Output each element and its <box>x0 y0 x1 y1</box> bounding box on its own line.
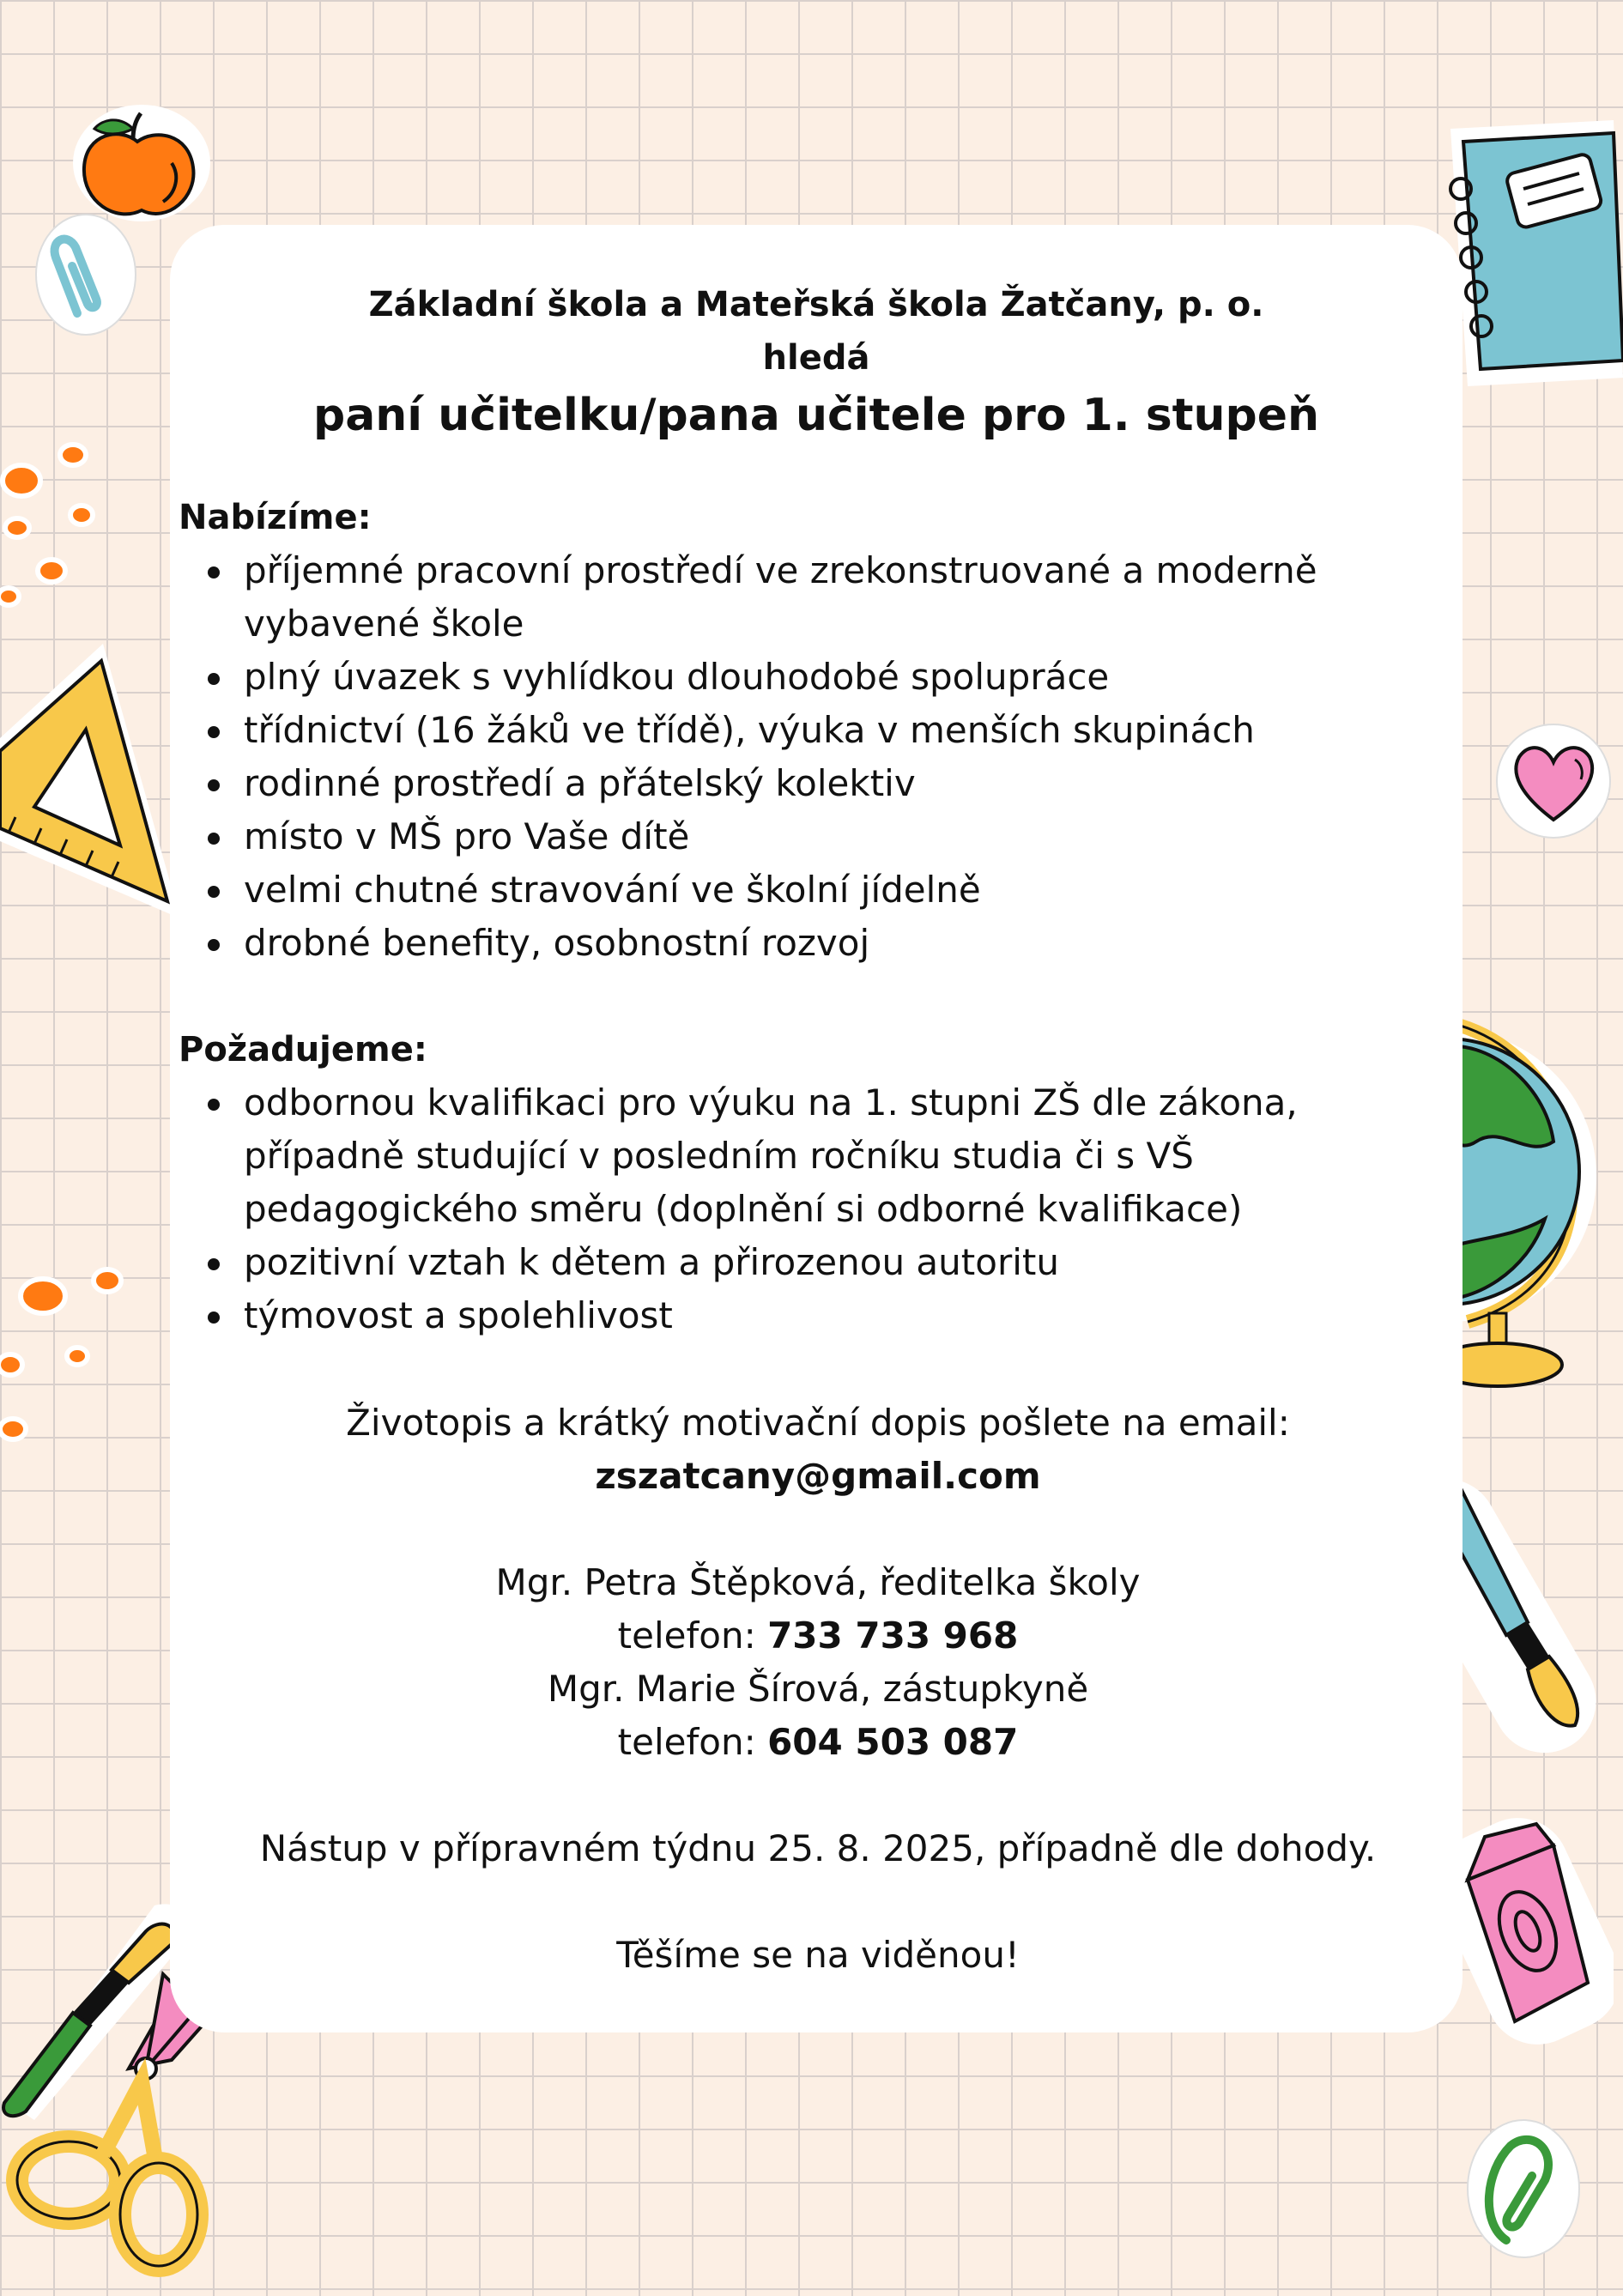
job-offer-card <box>170 225 1463 2032</box>
offer-section <box>179 491 1457 970</box>
list-item: týmovost a spolehlivost <box>244 1289 1457 1342</box>
list-item: plný úvazek s vyhlídkou dlouhodobé spolupráce <box>244 651 1457 704</box>
list-item: drobné benefity, osobnostní rozvoj <box>244 917 1457 970</box>
dots-icon <box>0 429 103 627</box>
list-item: příjemné pracovní prostředí ve zrekonstruované a moderně vybavené škole <box>244 544 1394 651</box>
phone-label: telefon: <box>617 1614 768 1657</box>
school-name: Základní škola a Mateřská škola Žatčany, p. o. <box>368 285 1264 324</box>
contact-email[interactable]: zszatcany@gmail.com <box>595 1455 1041 1497</box>
closing-text: Těšíme se na viděnou! <box>616 1934 1020 1976</box>
list-item: odbornou kvalifikaci pro výuku na 1. stupni ZŠ dle zákona, případně studující v posledním ročníku studia či s VŠ pedagogického směru (doplnění si odborné kvalifikace) <box>244 1076 1377 1236</box>
list-item: pozitivní vztah k dětem a přirozenou autoritu <box>244 1236 1457 1289</box>
offer-list <box>179 544 1457 970</box>
person-2: Mgr. Marie Šírová, zástupkyně <box>547 1668 1089 1710</box>
paperclip-icon <box>26 206 146 343</box>
require-section <box>179 1023 1457 1342</box>
contact-intro: Životopis a krátký motivační dopis pošlete na email: <box>346 1402 1290 1444</box>
list-item: místo v MŠ pro Vaše dítě <box>244 810 1457 863</box>
heart-icon <box>1493 721 1614 841</box>
triangle-ruler-icon <box>0 635 189 944</box>
position-title: paní učitelku/pana učitele pro 1. stupeň <box>312 390 1320 441</box>
list-item: rodinné prostředí a přátelský kolektiv <box>244 757 1457 810</box>
require-title: Požadujeme: <box>179 1030 427 1069</box>
phone-label: telefon: <box>617 1721 768 1763</box>
phone-line-2 <box>179 1716 1457 1769</box>
person-1: Mgr. Petra Štěpková, ředitelka školy <box>495 1561 1141 1603</box>
start-date: Nástup v přípravném týdnu 25. 8. 2025, případně dle dohody. <box>259 1827 1377 1869</box>
crayon-icon <box>1442 1811 1614 2051</box>
phone-2[interactable]: 604 503 087 <box>767 1721 1019 1763</box>
dots-icon <box>0 1262 137 1451</box>
phone-1[interactable]: 733 733 968 <box>767 1614 1019 1657</box>
verb-label: hledá <box>762 338 870 378</box>
paperclip-icon <box>1459 2111 1588 2266</box>
list-item: velmi chutné stravování ve školní jídelně <box>244 863 1457 917</box>
offer-title: Nabízíme: <box>179 498 372 537</box>
phone-line-1 <box>179 1609 1457 1663</box>
require-list <box>179 1076 1457 1342</box>
contact-section <box>179 1396 1457 1982</box>
list-item: třídnictví (16 žáků ve třídě), výuka v menších skupinách <box>244 704 1457 757</box>
